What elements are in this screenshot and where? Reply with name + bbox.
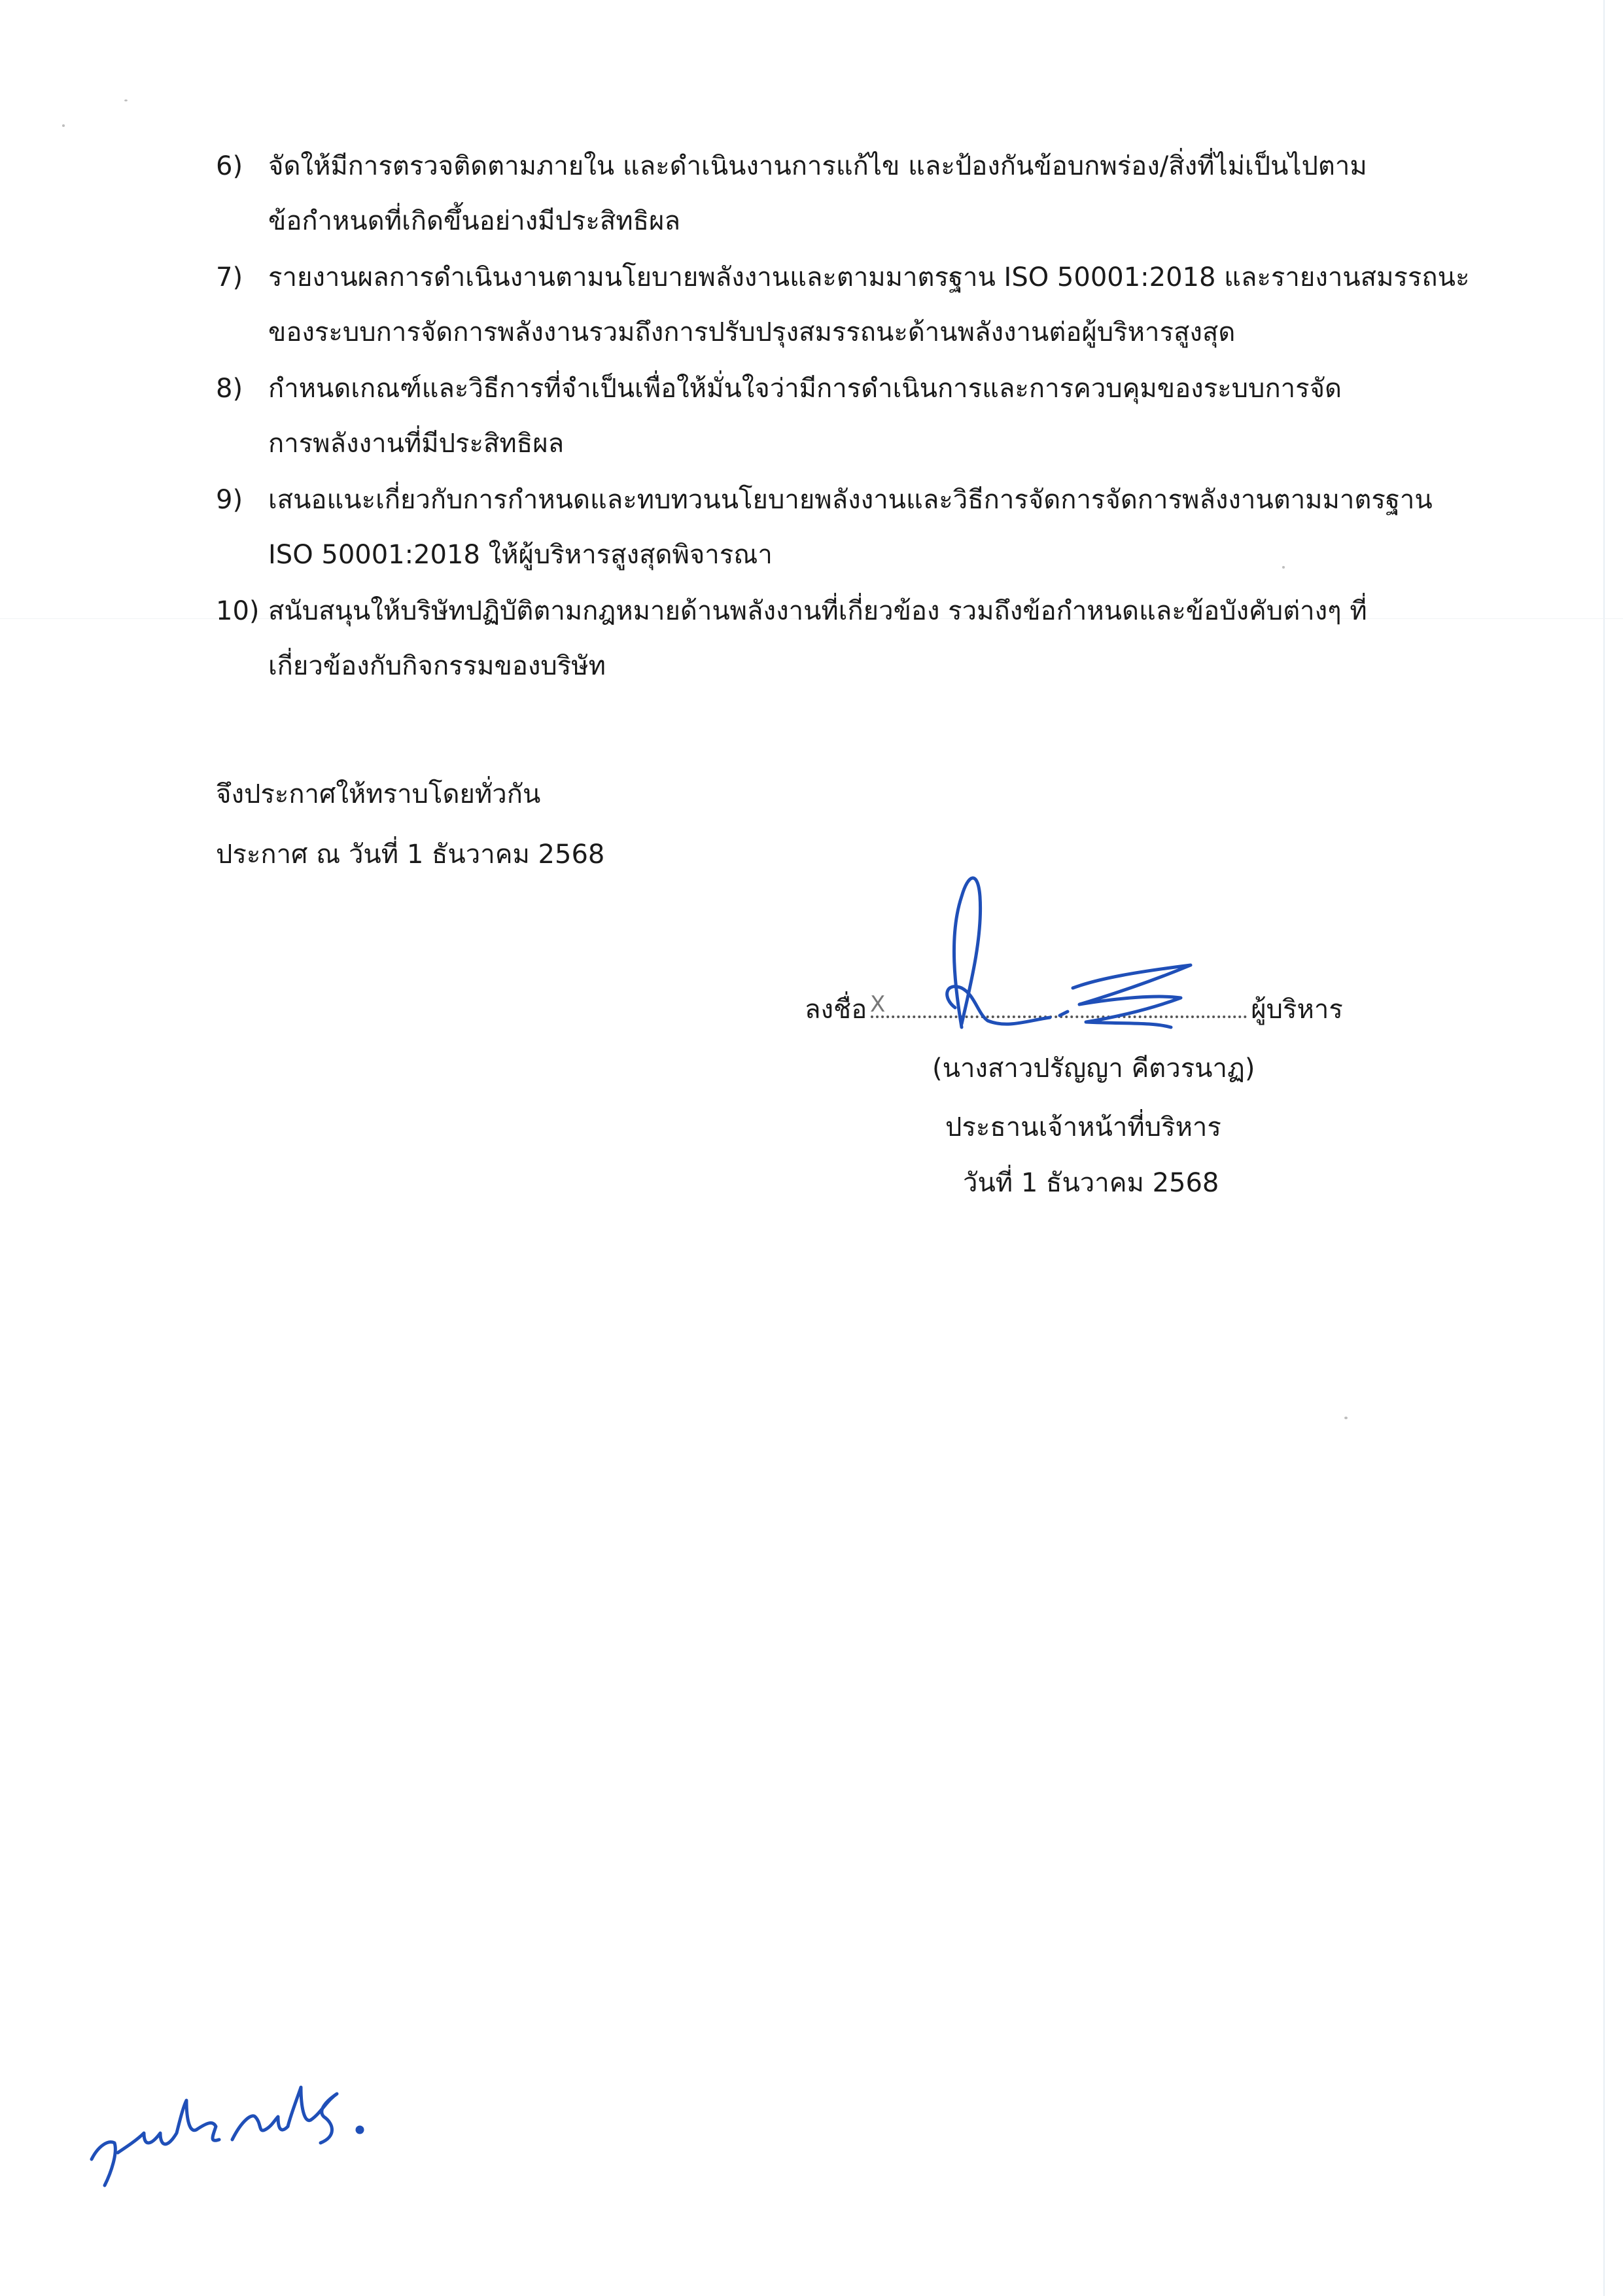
scan-edge — [1603, 0, 1605, 2296]
item-text-line: เกี่ยวข้องกับกิจกรรมของบริษัท — [268, 651, 606, 681]
initials-signature — [79, 2015, 379, 2199]
signature-date: วันที่ 1 ธันวาคม 2568 — [963, 1168, 1219, 1198]
item-text-line: ของระบบการจัดการพลังงานรวมถึงการปรับปรุงสมรรถนะด้านพลังงานต่อผู้บริหารสูงสุด — [268, 317, 1236, 347]
item-text-line: รายงานผลการดำเนินงานตามนโยบายพลังงานและตามมาตรฐาน ISO 50001:2018 และรายงานสมรรถนะ — [268, 262, 1470, 292]
item-number: 7) — [216, 262, 243, 292]
scan-speck — [62, 124, 65, 127]
announcement-date: ประกาศ ณ วันที่ 1 ธันวาคม 2568 — [216, 839, 605, 870]
sign-suffix: ผู้บริหาร — [1251, 995, 1343, 1025]
sign-prefix: ลงชื่อ — [805, 995, 867, 1025]
item-text-line: ISO 50001:2018 ให้ผู้บริหารสูงสุดพิจารณา — [268, 540, 773, 570]
scan-speck — [1344, 1417, 1348, 1419]
signatory-name: (นางสาวปรัญญา คีตวรนาฏ) — [932, 1053, 1255, 1084]
closing-block — [216, 764, 604, 885]
item-number: 8) — [216, 374, 243, 404]
scan-speck — [124, 99, 128, 101]
item-text-line: สนับสนุนให้บริษัทปฏิบัติตามกฎหมายด้านพลังงานที่เกี่ยวข้อง รวมถึงข้อกำหนดและข้อบังคับต่างๆ ที่ — [268, 596, 1367, 626]
item-number: 10) — [216, 596, 260, 626]
item-text-line: การพลังงานที่มีประสิทธิผล — [268, 429, 565, 459]
duties-list — [216, 139, 1470, 695]
item-text-line: เสนอแนะเกี่ยวกับการกำหนดและทบทวนนโยบายพลังงานและวิธีการจัดการจัดการพลังงานตามมาตรฐาน — [268, 485, 1433, 515]
list-item — [216, 250, 1470, 360]
announcement-text: จึงประกาศให้ทราบโดยทั่วกัน — [216, 779, 541, 809]
item-number: 9) — [216, 485, 243, 515]
list-item — [216, 584, 1459, 694]
list-item — [216, 361, 1459, 471]
handwritten-signature — [864, 857, 1230, 1053]
list-item — [216, 139, 1459, 249]
item-text-line: ข้อกำหนดที่เกิดขึ้นอย่างมีประสิทธิผล — [268, 206, 680, 236]
item-text-line: จัดให้มีการตรวจติดตามภายใน และดำเนินงานการแก้ไข และป้องกันข้อบกพร่อง/สิ่งที่ไม่เป็นไปตาม — [268, 151, 1367, 181]
list-item — [216, 472, 1459, 582]
signatory-title: ประธานเจ้าหน้าที่บริหาร — [945, 1112, 1221, 1142]
item-text-line: กำหนดเกณฑ์และวิธีการที่จำเป็นเพื่อให้มั่นใจว่ามีการดำเนินการและการควบคุมของระบบการจัด — [268, 374, 1342, 404]
item-number: 6) — [216, 151, 243, 181]
sign-here-mark: X — [870, 991, 886, 1017]
